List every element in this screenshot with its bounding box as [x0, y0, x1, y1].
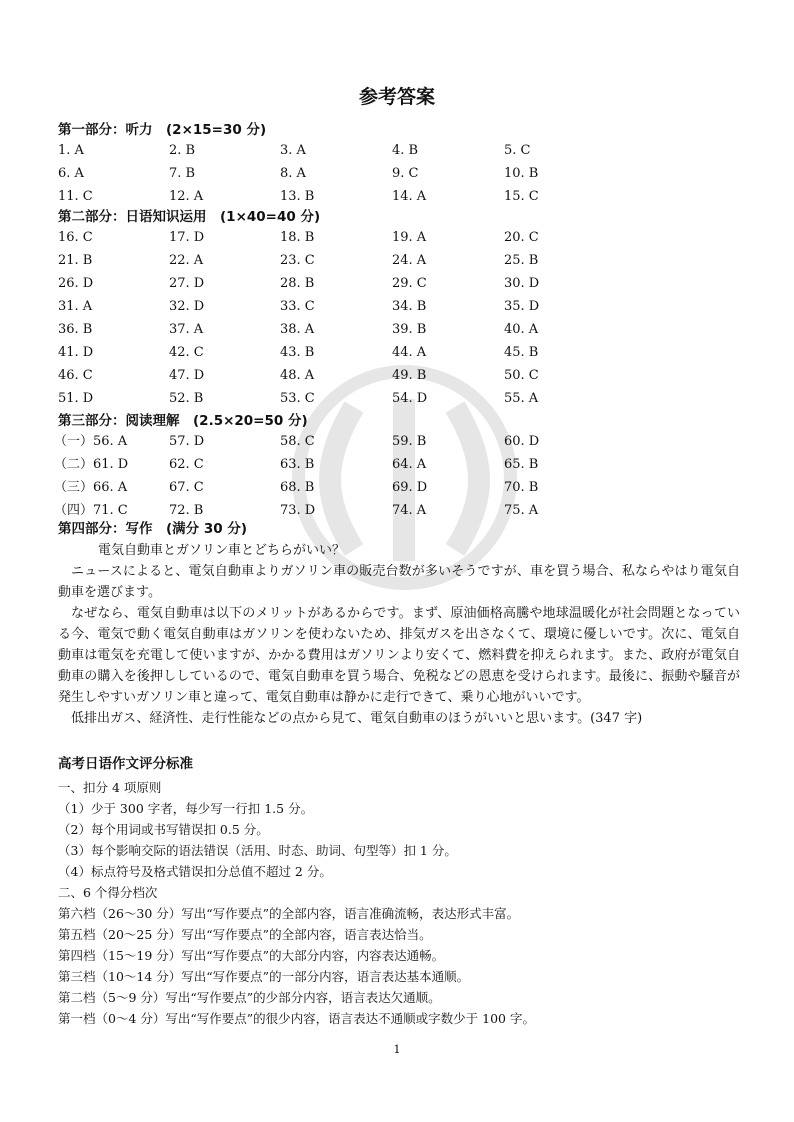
answer-cell: 47. D — [169, 368, 205, 383]
rubric-line: 第二档（5～9 分）写出“写作要点”的少部分内容，语言表达欠通顺。 — [58, 990, 441, 1005]
answer-cell: 60. D — [504, 434, 540, 449]
answer-cell: 31. A — [58, 299, 93, 314]
answer-cell: 1. A — [58, 143, 84, 158]
answer-cell: 69. D — [392, 480, 428, 495]
answer-cell: 16. C — [58, 230, 93, 245]
rubric-line: 二、6 个得分档次 — [58, 885, 158, 900]
essay-paragraph: 低排出ガス、経済性、走行性能などの点から見て、電気自動車のほうがいいと思います。(347 字) — [71, 711, 643, 726]
answer-cell: 67. C — [169, 480, 204, 495]
rubric-line: （1）少于 300 字者，每少写一行扣 1.5 分。 — [58, 801, 314, 816]
answer-cell: 53. C — [280, 391, 315, 406]
answer-cell: 50. C — [504, 368, 539, 383]
answer-cell: 40. A — [504, 322, 539, 337]
answer-cell: 32. D — [169, 299, 205, 314]
answer-cell: 8. A — [280, 166, 306, 181]
essay-paragraph: ニュースによると、電気自動車よりガソリン車の販売台数が多いそうですが、車を買う場合、私ならやはり電気自動車を選びます。 — [58, 564, 740, 600]
answer-cell: 70. B — [504, 480, 539, 495]
answer-cell: 41. D — [58, 345, 94, 360]
rubric-line: （3）每个影响交际的语法错误（活用、时态、助词、句型等）扣 1 分。 — [58, 843, 457, 858]
answer-cell: 21. B — [58, 253, 93, 268]
answer-cell: 3. A — [280, 143, 306, 158]
answer-cell: 52. B — [169, 391, 204, 406]
answer-cell: 6. A — [58, 166, 84, 181]
answer-cell: 38. A — [280, 322, 315, 337]
answer-cell: （四）71. C — [54, 503, 128, 518]
answer-cell: 44. A — [392, 345, 427, 360]
answer-cell: 34. B — [392, 299, 427, 314]
section-4-heading: 第四部分：写作 (满分 30 分) — [58, 521, 248, 537]
answer-cell: 12. A — [169, 189, 204, 204]
section-2-heading: 第二部分：日语知识运用 (1×40=40 分) — [58, 209, 321, 225]
answer-cell: 19. A — [392, 230, 427, 245]
answer-cell: 75. A — [504, 503, 539, 518]
answer-cell: 22. A — [169, 253, 204, 268]
model-essay — [58, 540, 740, 729]
answer-cell: 17. D — [169, 230, 205, 245]
answer-cell: 74. A — [392, 503, 427, 518]
answer-cell: 72. B — [169, 503, 204, 518]
answer-cell: 57. D — [169, 434, 205, 449]
answer-cell: 2. B — [169, 143, 196, 158]
rubric-line: 第三档（10～14 分）写出“写作要点”的一部分内容，语言表达基本通顺。 — [58, 969, 470, 984]
answer-cell: 46. C — [58, 368, 93, 383]
section-3-heading: 第三部分：阅读理解 (2.5×20=50 分) — [58, 413, 308, 429]
answer-cell: 9. C — [392, 166, 419, 181]
answer-cell: 55. A — [504, 391, 539, 406]
rubric-line: 一、扣分 4 项原则 — [58, 780, 162, 795]
answer-cell: 51. D — [58, 391, 94, 406]
answer-cell: 45. B — [504, 345, 539, 360]
answer-cell: 14. A — [392, 189, 427, 204]
answer-cell: 5. C — [504, 143, 531, 158]
answer-cell: 30. D — [504, 276, 540, 291]
answer-cell: （一）56. A — [54, 434, 128, 449]
rubric-line: （2）每个用词或书写错误扣 0.5 分。 — [58, 822, 269, 837]
answer-cell: 11. C — [58, 189, 93, 204]
answer-cell: 24. A — [392, 253, 427, 268]
answer-cell: 35. D — [504, 299, 540, 314]
answer-cell: 20. C — [504, 230, 539, 245]
answer-cell: 25. B — [504, 253, 539, 268]
answer-cell: 62. C — [169, 457, 204, 472]
page-title: 参考答案 — [358, 86, 435, 108]
answer-cell: 73. D — [280, 503, 316, 518]
answer-cell: 7. B — [169, 166, 196, 181]
page-number: 1 — [393, 1043, 401, 1056]
answer-cell: 13. B — [280, 189, 315, 204]
section-1-heading: 第一部分：听力 (2×15=30 分) — [58, 122, 267, 138]
answer-cell: 37. A — [169, 322, 204, 337]
answer-cell: 64. A — [392, 457, 427, 472]
answer-cell: 63. B — [280, 457, 315, 472]
answer-cell: 10. B — [504, 166, 539, 181]
answer-cell: 18. B — [280, 230, 315, 245]
answer-cell: 48. A — [280, 368, 315, 383]
answer-cell: （三）66. A — [54, 480, 128, 495]
answer-cell: 27. D — [169, 276, 205, 291]
rubric-heading: 高考日语作文评分标准 — [58, 756, 193, 772]
answer-cell: 29. C — [392, 276, 427, 291]
answer-cell: 54. D — [392, 391, 428, 406]
rubric-line: （4）标点符号及格式错误扣分总值不超过 2 分。 — [58, 864, 332, 879]
answer-cell: 43. B — [280, 345, 315, 360]
answer-cell: 49. B — [392, 368, 427, 383]
answer-cell: （二）61. D — [54, 457, 129, 472]
essay-paragraph: なぜなら、電気自動車は以下のメリットがあるからです。まず、原油価格高騰や地球温暖化が社会問題となっている今、電気で動く電気自動車はガソリンを使わないため、排気ガスを出さなくて、環境に優しいです。次に、電気自動車は電気を充電して使いますが、かかる費用はガソリンより安くて、燃料費を抑えられます。また、政府が電気自動車の購入を後押ししているので、電気自動車を買う場合、免税などの恩恵を受けられます。最後に、振動や騒音が発生しやすいガソリン車と違って、電気自動車は静かに走行できて、乗り心地がいいです。 — [58, 606, 740, 705]
answer-cell: 39. B — [392, 322, 427, 337]
rubric-line: 第一档（0～4 分）写出“写作要点”的很少内容，语言表达不通顺或字数少于 100 字。 — [58, 1011, 535, 1026]
answer-cell: 42. C — [169, 345, 204, 360]
rubric-line: 第五档（20～25 分）写出“写作要点”的全部内容，语言表达恰当。 — [58, 927, 432, 942]
answer-cell: 59. B — [392, 434, 427, 449]
answer-cell: 26. D — [58, 276, 94, 291]
rubric-line: 第六档（26～30 分）写出“写作要点”的全部内容，语言准确流畅，表达形式丰富。 — [58, 906, 520, 921]
answer-cell: 58. C — [280, 434, 315, 449]
answer-cell: 33. C — [280, 299, 315, 314]
answer-cell: 36. B — [58, 322, 93, 337]
essay-title: 電気自動車とガソリン車とどちらがいい？ — [98, 543, 346, 558]
answer-cell: 28. B — [280, 276, 315, 291]
rubric-list — [58, 777, 738, 1029]
answer-cell: 65. B — [504, 457, 539, 472]
answer-cell: 23. C — [280, 253, 315, 268]
answer-cell: 68. B — [280, 480, 315, 495]
rubric-line: 第四档（15～19 分）写出“写作要点”的大部分内容，内容表达通畅。 — [58, 948, 445, 963]
answer-cell: 4. B — [392, 143, 419, 158]
answer-cell: 15. C — [504, 189, 539, 204]
